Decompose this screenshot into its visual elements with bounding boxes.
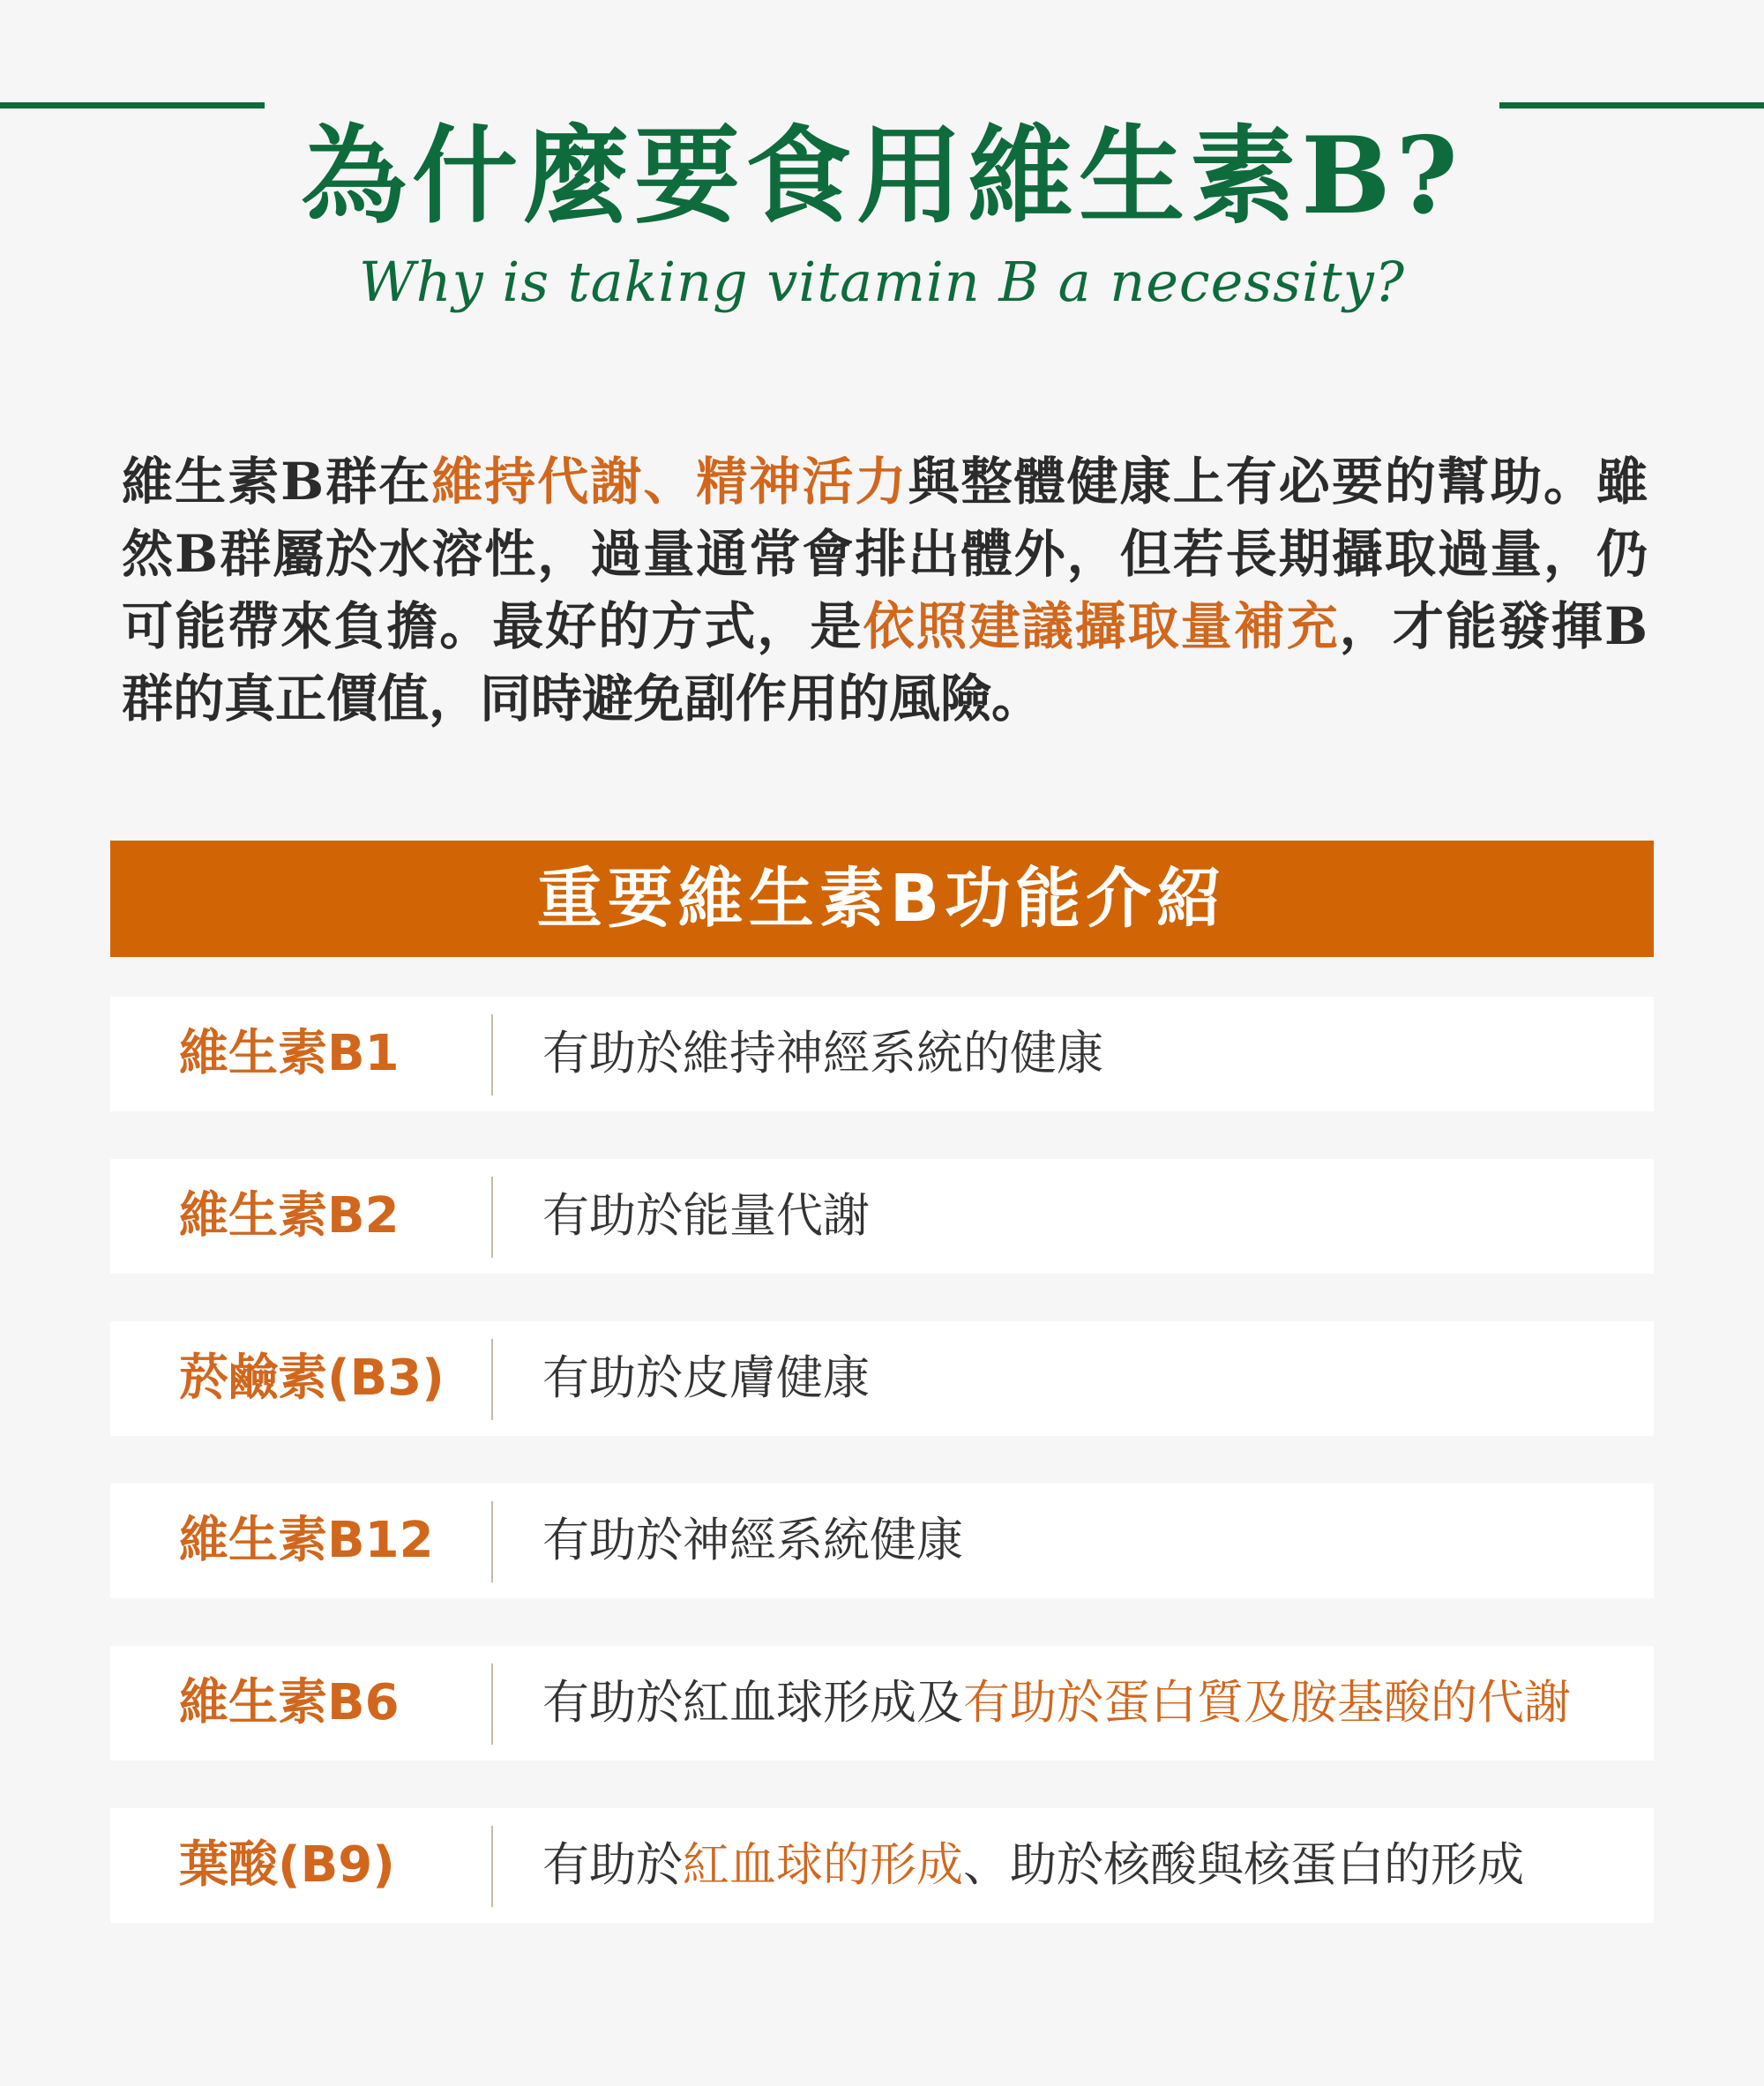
intro-highlight-1: 維持代謝、精神活力 xyxy=(431,452,908,512)
vitamin-name: 菸鹼素(B3) xyxy=(179,1350,445,1407)
desc-text: 有助於紅血球形成及 xyxy=(542,1676,963,1730)
desc-text: 有助於神經系統健康 xyxy=(542,1514,963,1567)
row-divider xyxy=(491,1826,493,1907)
vitamin-name: 維生素B1 xyxy=(179,1025,400,1082)
row-divider xyxy=(491,1177,493,1258)
row-divider xyxy=(491,1014,493,1095)
vitamin-row-b2 xyxy=(110,1159,1654,1274)
vitamin-row-b3 xyxy=(110,1321,1654,1436)
vitamin-description xyxy=(542,1808,1524,1923)
vitamin-name: 維生素B12 xyxy=(179,1512,434,1569)
intro-text-3: ，才能發揮B群的真正價值，同時避免副作用的風險。 xyxy=(122,596,1648,729)
title-rule-left xyxy=(0,102,265,108)
page-subtitle: Why is taking vitamin B a necessity? xyxy=(359,250,1405,314)
vitamin-name: 維生素B6 xyxy=(179,1674,400,1731)
intro-text-2: 與整體健康上有必要的幫助。雖然B群屬於水溶性，過量通常會排出體外，但若長期攝取過量，仍可能帶來負擔。最好的方式，是 xyxy=(122,452,1648,656)
title-rule-right xyxy=(1499,102,1764,108)
vitamin-description xyxy=(542,1484,963,1598)
vitamin-row-b9 xyxy=(110,1808,1654,1923)
vitamin-description xyxy=(542,1159,870,1274)
vitamin-row-b6 xyxy=(110,1646,1654,1761)
desc-text: 有助於維持神經系統的健康 xyxy=(542,1027,1103,1080)
section-banner xyxy=(110,841,1654,957)
row-divider xyxy=(491,1664,493,1745)
desc-highlight: 有助於蛋白質及胺基酸的代謝 xyxy=(963,1676,1571,1730)
desc-highlight: 紅血球的形成 xyxy=(683,1838,963,1892)
page-title: 為什麼要食用維生素B? xyxy=(301,114,1463,238)
vitamin-description xyxy=(542,1646,1571,1761)
intro-text-1: 維生素B群在 xyxy=(122,452,432,512)
section-title: 重要維生素B功能介紹 xyxy=(536,861,1228,937)
desc-tail: 、助於核酸與核蛋白的形成 xyxy=(963,1838,1524,1892)
vitamin-name: 維生素B2 xyxy=(179,1187,400,1245)
vitamin-row-b1 xyxy=(110,997,1654,1111)
desc-text: 有助於皮膚健康 xyxy=(542,1351,870,1405)
desc-text: 有助於 xyxy=(542,1838,683,1892)
row-divider xyxy=(491,1501,493,1582)
vitamin-row-b12 xyxy=(110,1484,1654,1598)
vitamin-list xyxy=(110,997,1654,1970)
vitamin-name: 葉酸(B9) xyxy=(179,1836,395,1894)
desc-text: 有助於能量代謝 xyxy=(542,1189,870,1243)
row-divider xyxy=(491,1339,493,1420)
vitamin-description xyxy=(542,1321,870,1436)
intro-highlight-2: 依照建議攝取量補充 xyxy=(863,596,1340,656)
vitamin-description xyxy=(542,997,1103,1111)
intro-paragraph xyxy=(122,445,1648,735)
